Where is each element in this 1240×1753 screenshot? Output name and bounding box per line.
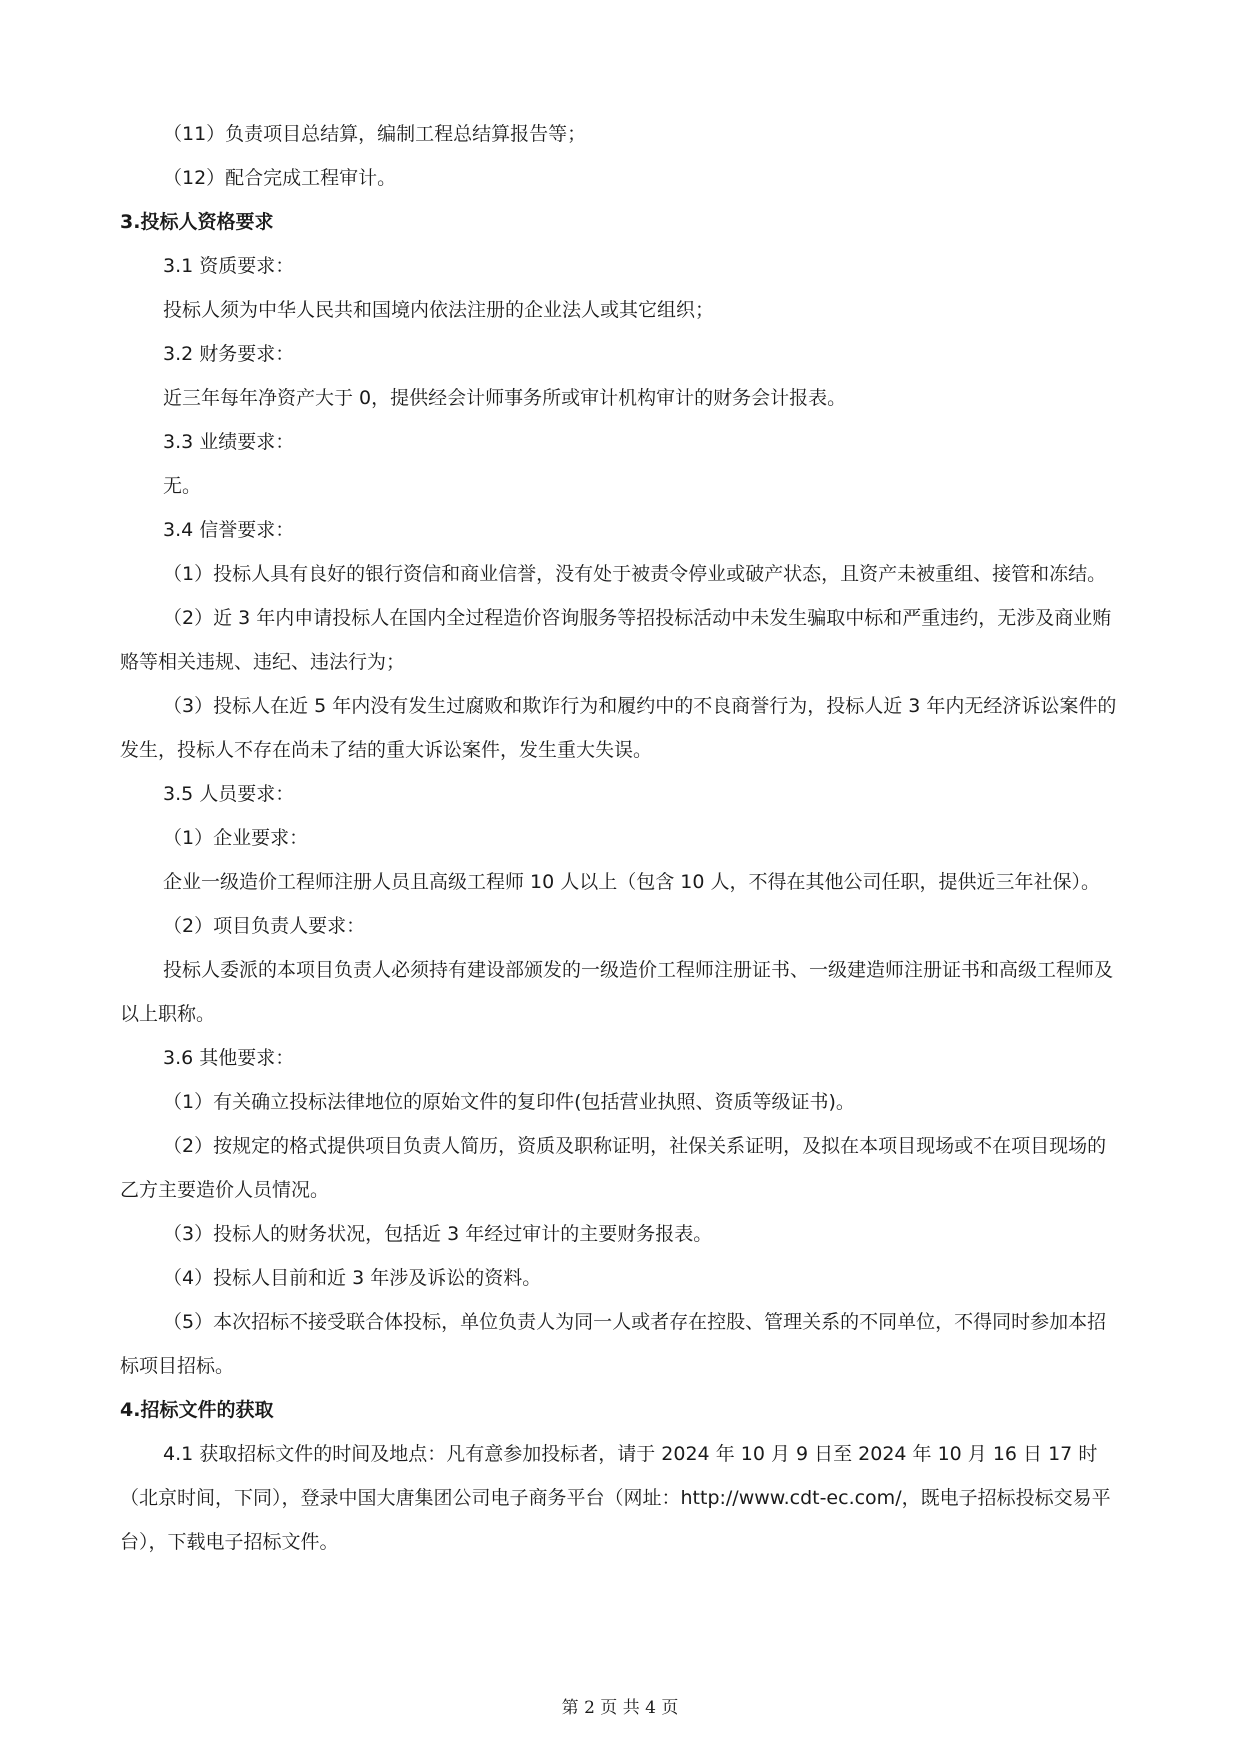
subsection-heading: 3.5 人员要求： <box>163 783 295 805</box>
subsection-heading: 3.4 信誉要求： <box>163 519 295 541</box>
paragraph: （1）企业要求： <box>163 827 309 849</box>
subsection-heading: 3.2 财务要求： <box>163 343 295 365</box>
paragraph: 投标人须为中华人民共和国境内依法注册的企业法人或其它组织； <box>163 299 715 321</box>
paragraph: （2）按规定的格式提供项目负责人简历，资质及职称证明，社保关系证明，及拟在本项目现场或不在项目现场的乙方主要造价人员情况。 <box>120 1135 1107 1201</box>
paragraph: （1）有关确立投标法律地位的原始文件的复印件(包括营业执照、资质等级证书)。 <box>163 1091 855 1113</box>
paragraph: 投标人委派的本项目负责人必须持有建设部颁发的一级造价工程师注册证书、一级建造师注册证书和高级工程师及以上职称。 <box>120 959 1114 1025</box>
paragraph: 无。 <box>163 475 202 497</box>
subsection-heading: 3.3 业绩要求： <box>163 431 295 453</box>
paragraph: （5）本次招标不接受联合体投标，单位负责人为同一人或者存在控股、管理关系的不同单位，不得同时参加本招标项目招标。 <box>120 1311 1107 1377</box>
page-footer: 第 2 页 共 4 页 <box>561 1698 679 1718</box>
paragraph: （3）投标人在近 5 年内没有发生过腐败和欺诈行为和履约中的不良商誉行为，投标人近 3 年内无经济诉讼案件的发生，投标人不存在尚未了结的重大诉讼案件，发生重大失误。 <box>120 695 1117 761</box>
section-heading: 4.招标文件的获取 <box>120 1399 274 1421</box>
paragraph: （4）投标人目前和近 3 年涉及诉讼的资料。 <box>163 1267 542 1289</box>
paragraph: （2）近 3 年内申请投标人在国内全过程造价咨询服务等招投标活动中未发生骗取中标和严重违约，无涉及商业贿赂等相关违规、违纪、违法行为； <box>120 607 1112 673</box>
paragraph: 近三年每年净资产大于 0，提供经会计师事务所或审计机构审计的财务会计报表。 <box>163 387 847 409</box>
paragraph: （11）负责项目总结算，编制工程总结算报告等； <box>163 123 587 145</box>
subsection-heading: 3.6 其他要求： <box>163 1047 295 1069</box>
paragraph: 企业一级造价工程师注册人员且高级工程师 10 人以上（包含 10 人，不得在其他公司任职，提供近三年社保）。 <box>163 871 1101 893</box>
section-heading: 3.投标人资格要求 <box>120 211 274 233</box>
document-body <box>120 112 1125 1564</box>
subsection-heading: 3.1 资质要求： <box>163 255 295 277</box>
paragraph: （2）项目负责人要求： <box>163 915 366 937</box>
paragraph: （1）投标人具有良好的银行资信和商业信誉，没有处于被责令停业或破产状态，且资产未被重组、接管和冻结。 <box>163 563 1107 585</box>
paragraph: 4.1 获取招标文件的时间及地点：凡有意参加投标者，请于 2024 年 10 月 9 日至 2024 年 10 月 16 日 17 时（北京时间，下同），登录中国大唐集团公司电子商务平台（网址：http://www.cdt-ec.com/，既电子招标投标交易平台），下载电子招标文件。 <box>120 1443 1111 1553</box>
paragraph: （12）配合完成工程审计。 <box>163 167 397 189</box>
paragraph: （3）投标人的财务状况，包括近 3 年经过审计的主要财务报表。 <box>163 1223 713 1245</box>
